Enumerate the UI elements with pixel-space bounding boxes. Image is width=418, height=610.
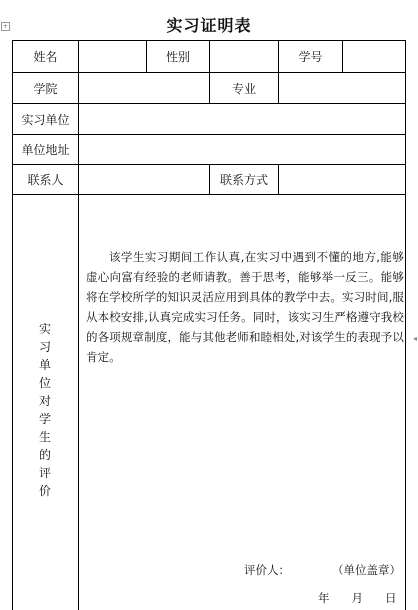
student-id-field[interactable]: [343, 41, 405, 72]
evaluation-label-char: 单: [38, 358, 51, 372]
unit-address-label: 单位地址: [21, 143, 70, 157]
major-field[interactable]: [279, 73, 405, 103]
contact-info-label: 联系方式: [219, 173, 268, 187]
page-title: 实习证明表: [166, 16, 252, 35]
date-day-label: 日: [385, 591, 397, 605]
gender-label: 性别: [165, 50, 190, 64]
evaluation-text[interactable]: 该学生实习期间工作认真,在实习中遇到不懂的地方,能够虚心向富有经验的老师请教。善于思考，能够举一反三。能够将在学校所学的知识灵活应用到具体的教学中去。实习时间,服从本校安排,认真完成实习任务。同时，该实习生严格遵守我校的各项规章制度，能与其他老师和睦相处,对该学生的表现予以肯定。: [86, 250, 404, 364]
college-field[interactable]: [79, 73, 209, 103]
evaluation-label-char: 的: [38, 448, 51, 462]
evaluation-label-char: 学: [38, 412, 51, 426]
internship-form-table: [12, 40, 406, 610]
evaluation-label-char: 生: [38, 430, 51, 444]
evaluation-label-char: 习: [38, 340, 51, 354]
contact-person-field[interactable]: [79, 165, 209, 194]
college-label: 学院: [33, 81, 58, 96]
name-label: 姓名: [33, 50, 58, 64]
evaluation-label-char: 价: [38, 484, 51, 498]
date-line: [318, 590, 397, 606]
evaluation-label: [12, 320, 78, 500]
unit-address-field[interactable]: [79, 135, 405, 164]
student-id-label: 学号: [298, 50, 323, 64]
gender-field[interactable]: [210, 41, 278, 72]
date-month-label: 月: [351, 591, 363, 605]
evaluation-label-char: 评: [38, 466, 51, 480]
evaluation-label-char: 位: [38, 376, 51, 390]
name-field[interactable]: [79, 41, 146, 72]
contact-person-label: 联系人: [27, 173, 64, 187]
date-year-label: 年: [318, 591, 330, 605]
evaluation-label-char: 对: [38, 394, 51, 408]
evaluator-label: 评价人：: [244, 563, 290, 577]
internship-unit-field[interactable]: [79, 104, 405, 134]
evaluation-label-char: 实: [38, 322, 51, 336]
table-move-handle[interactable]: +: [2, 23, 9, 30]
unit-seal-label: （单位盖章）: [332, 563, 401, 577]
table-resize-handle[interactable]: ◂: [412, 334, 417, 343]
major-label: 专业: [231, 81, 256, 96]
contact-info-field[interactable]: [279, 165, 405, 194]
internship-unit-label: 实习单位: [21, 112, 70, 127]
